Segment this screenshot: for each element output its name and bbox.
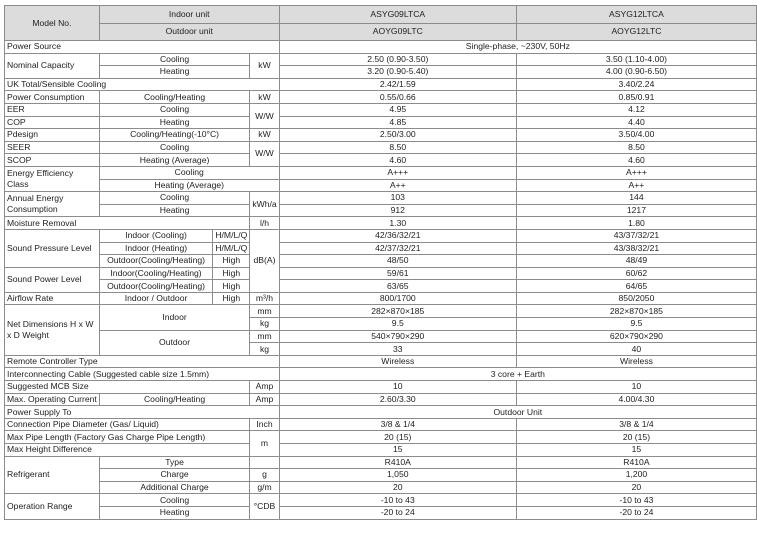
row-label: Moisture Removal xyxy=(5,217,250,230)
row-operation-range-cooling xyxy=(5,494,757,507)
row-sublabel: Heating xyxy=(99,204,250,217)
cell-value: 850/2050 xyxy=(516,292,756,305)
row-label: Energy Efficiency Class xyxy=(5,166,100,191)
row-sublabel: Outdoor(Cooling/Heating) xyxy=(99,280,213,293)
row-refrigerant-type xyxy=(5,456,757,469)
cell-value: Single-phase, ~230V, 50Hz xyxy=(279,41,756,54)
cell-value: 3.50/4.00 xyxy=(516,129,756,142)
row-label: Nominal Capacity xyxy=(5,53,100,78)
cell-value: 8.50 xyxy=(516,141,756,154)
row-sound-pressure-indoor-cooling xyxy=(5,229,757,242)
cell-value: 20 (15) xyxy=(516,431,756,444)
unit-label: Amp xyxy=(250,381,279,394)
row-outdoor-dimensions xyxy=(5,330,757,343)
row-label: Annual Energy Consumption xyxy=(5,192,100,217)
outdoor-model-1: AOYG09LTC xyxy=(279,23,516,41)
row-interconnecting-cable xyxy=(5,368,757,381)
cell-value: 0.85/0.91 xyxy=(516,91,756,104)
unit-label: W/W xyxy=(250,103,279,128)
row-mode: H/M/L/Q xyxy=(213,242,250,255)
row-annual-energy-cooling xyxy=(5,192,757,205)
row-label: Suggested MCB Size xyxy=(5,381,250,394)
cell-value: 2.42/1.59 xyxy=(279,78,516,91)
row-label: SEER xyxy=(5,141,100,154)
cell-value: 144 xyxy=(516,192,756,205)
outdoor-model-2: AOYG12LTC xyxy=(516,23,756,41)
row-energy-class-cooling xyxy=(5,166,757,179)
cell-value: 59/61 xyxy=(279,267,516,280)
cell-value: 1.80 xyxy=(516,217,756,230)
row-label: COP xyxy=(5,116,100,129)
cell-value: 3.20 (0.90-5.40) xyxy=(279,66,516,79)
unit-label: m³/h xyxy=(250,292,279,305)
row-sublabel: Type xyxy=(99,456,250,469)
row-uk-total xyxy=(5,78,757,91)
cell-value: 15 xyxy=(279,444,516,457)
cell-value: 3/8 & 1/4 xyxy=(516,418,756,431)
cell-value: 8.50 xyxy=(279,141,516,154)
cell-value: 3/8 & 1/4 xyxy=(279,418,516,431)
row-sublabel: Heating (Average) xyxy=(99,154,250,167)
row-sublabel: Cooling xyxy=(99,166,279,179)
row-sublabel: Cooling/Heating(-10°C) xyxy=(99,129,250,142)
row-mcb-size xyxy=(5,381,757,394)
row-sublabel: Indoor (Heating) xyxy=(99,242,213,255)
row-max-current xyxy=(5,393,757,406)
row-nominal-capacity-cooling xyxy=(5,53,757,66)
cell-value: 64/65 xyxy=(516,280,756,293)
row-remote-controller xyxy=(5,355,757,368)
unit-label: m xyxy=(250,431,279,456)
cell-value: 60/62 xyxy=(516,267,756,280)
row-max-pipe-length xyxy=(5,431,757,444)
row-sublabel: Additional Charge xyxy=(99,481,250,494)
cell-value: 3.50 (1.10-4.00) xyxy=(516,53,756,66)
cell-value: 0.55/0.66 xyxy=(279,91,516,104)
model-no-header: Model No. xyxy=(5,6,100,41)
cell-value: 9.5 xyxy=(516,318,756,331)
unit-label: Inch xyxy=(250,418,279,431)
cell-value: Wireless xyxy=(516,355,756,368)
row-sound-pressure-outdoor xyxy=(5,255,757,268)
row-sublabel: Indoor (Cooling) xyxy=(99,229,213,242)
cell-value: 1,200 xyxy=(516,469,756,482)
row-label: Airflow Rate xyxy=(5,292,100,305)
row-label: Pdesign xyxy=(5,129,100,142)
row-mode: High xyxy=(213,255,250,268)
row-connection-pipe xyxy=(5,418,757,431)
cell-value: 282×870×185 xyxy=(516,305,756,318)
cell-value: A++ xyxy=(516,179,756,192)
cell-value: R410A xyxy=(279,456,516,469)
cell-value: 4.12 xyxy=(516,103,756,116)
row-nominal-capacity-heating xyxy=(5,66,757,79)
unit-label: °CDB xyxy=(250,494,279,519)
row-label: Remote Controller Type xyxy=(5,355,280,368)
row-eer xyxy=(5,103,757,116)
cell-value: 4.60 xyxy=(516,154,756,167)
row-sublabel: Indoor xyxy=(99,305,250,330)
row-power-supply-to xyxy=(5,406,757,419)
indoor-unit-header: Indoor unit xyxy=(99,6,279,24)
unit-label: kg xyxy=(250,343,279,356)
cell-value: -10 to 43 xyxy=(516,494,756,507)
cell-value: 4.00/4.30 xyxy=(516,393,756,406)
row-airflow xyxy=(5,292,757,305)
cell-value: 1,050 xyxy=(279,469,516,482)
row-sublabel: Outdoor xyxy=(99,330,250,355)
unit-label: dB(A) xyxy=(250,229,279,292)
cell-value: 620×790×290 xyxy=(516,330,756,343)
unit-label xyxy=(250,456,279,469)
cell-value: 1.30 xyxy=(279,217,516,230)
cell-value: 2.50/3.00 xyxy=(279,129,516,142)
cell-value: 42/36/32/21 xyxy=(279,229,516,242)
row-mode: High xyxy=(213,267,250,280)
unit-label: W/W xyxy=(250,141,279,166)
row-label: Operation Range xyxy=(5,494,100,519)
unit-label: kW xyxy=(250,91,279,104)
cell-value: 10 xyxy=(516,381,756,394)
cell-value: 4.85 xyxy=(279,116,516,129)
cell-value: 9.5 xyxy=(279,318,516,331)
row-sublabel: Indoor(Cooling/Heating) xyxy=(99,267,213,280)
row-indoor-dimensions xyxy=(5,305,757,318)
unit-label: kWh/a xyxy=(250,192,279,217)
row-seer xyxy=(5,141,757,154)
row-sublabel: Heating xyxy=(99,116,250,129)
cell-value: -20 to 24 xyxy=(279,506,516,519)
unit-label: mm xyxy=(250,330,279,343)
cell-value: 3 core + Earth xyxy=(279,368,756,381)
row-sublabel: Cooling/Heating xyxy=(99,393,250,406)
cell-value: 2.60/3.30 xyxy=(279,393,516,406)
cell-value: 2.50 (0.90-3.50) xyxy=(279,53,516,66)
row-label: Power Consumption xyxy=(5,91,100,104)
row-sublabel: Charge xyxy=(99,469,250,482)
row-label: SCOP xyxy=(5,154,100,167)
specification-table xyxy=(4,5,757,520)
row-label: Power Source xyxy=(5,41,280,54)
cell-value: 103 xyxy=(279,192,516,205)
row-label: EER xyxy=(5,103,100,116)
row-moisture-removal xyxy=(5,217,757,230)
row-scop xyxy=(5,154,757,167)
row-sublabel: Indoor / Outdoor xyxy=(99,292,213,305)
cell-value: 20 xyxy=(516,481,756,494)
row-operation-range-heating xyxy=(5,506,757,519)
outdoor-unit-header: Outdoor unit xyxy=(99,23,279,41)
row-sublabel: Cooling xyxy=(99,141,250,154)
cell-value: -10 to 43 xyxy=(279,494,516,507)
row-label: Sound Pressure Level xyxy=(5,229,100,267)
indoor-model-2: ASYG12LTCA xyxy=(516,6,756,24)
indoor-model-1: ASYG09LTCA xyxy=(279,6,516,24)
cell-value: -20 to 24 xyxy=(516,506,756,519)
cell-value: 1217 xyxy=(516,204,756,217)
cell-value: A+++ xyxy=(516,166,756,179)
row-sublabel: Cooling xyxy=(99,103,250,116)
row-energy-class-heating xyxy=(5,179,757,192)
row-pdesign xyxy=(5,129,757,142)
row-sound-power-indoor xyxy=(5,267,757,280)
cell-value: 42/37/32/21 xyxy=(279,242,516,255)
row-label: Sound Power Level xyxy=(5,267,100,292)
row-refrigerant-additional xyxy=(5,481,757,494)
row-sublabel: Cooling/Heating xyxy=(99,91,250,104)
cell-value: 4.00 (0.90-6.50) xyxy=(516,66,756,79)
row-max-height xyxy=(5,444,757,457)
cell-value: 4.40 xyxy=(516,116,756,129)
cell-value: 43/37/32/21 xyxy=(516,229,756,242)
cell-value: 63/65 xyxy=(279,280,516,293)
row-mode: High xyxy=(213,280,250,293)
row-sound-pressure-indoor-heating xyxy=(5,242,757,255)
cell-value: A+++ xyxy=(279,166,516,179)
unit-label: l/h xyxy=(250,217,279,230)
cell-value: 3.40/2.24 xyxy=(516,78,756,91)
row-power-source xyxy=(5,41,757,54)
cell-value: R410A xyxy=(516,456,756,469)
row-power-consumption xyxy=(5,91,757,104)
unit-label: g xyxy=(250,469,279,482)
row-label: Net Dimensions H x W x D Weight xyxy=(5,305,100,355)
cell-value: 4.60 xyxy=(279,154,516,167)
row-annual-energy-heating xyxy=(5,204,757,217)
cell-value: 20 (15) xyxy=(279,431,516,444)
row-sublabel: Cooling xyxy=(99,53,250,66)
cell-value: 20 xyxy=(279,481,516,494)
cell-value: 540×790×290 xyxy=(279,330,516,343)
row-sublabel: Cooling xyxy=(99,192,250,205)
row-label: Max Height Difference xyxy=(5,444,250,457)
row-label: Connection Pipe Diameter (Gas/ Liquid) xyxy=(5,418,250,431)
row-sublabel: Heating xyxy=(99,66,250,79)
row-refrigerant-charge xyxy=(5,469,757,482)
unit-label: mm xyxy=(250,305,279,318)
cell-value: 10 xyxy=(279,381,516,394)
cell-value: 48/49 xyxy=(516,255,756,268)
row-mode: H/M/L/Q xyxy=(213,229,250,242)
cell-value: A++ xyxy=(279,179,516,192)
cell-value: 282×870×185 xyxy=(279,305,516,318)
row-label: UK Total/Sensible Cooling xyxy=(5,78,280,91)
row-cop xyxy=(5,116,757,129)
row-label: Max. Operating Current xyxy=(5,393,100,406)
unit-label: g/m xyxy=(250,481,279,494)
cell-value: 800/1700 xyxy=(279,292,516,305)
row-sublabel: Cooling xyxy=(99,494,250,507)
row-sound-power-outdoor xyxy=(5,280,757,293)
cell-value: 4.95 xyxy=(279,103,516,116)
cell-value: Outdoor Unit xyxy=(279,406,756,419)
unit-label: kW xyxy=(250,53,279,78)
cell-value: 15 xyxy=(516,444,756,457)
unit-label: kW xyxy=(250,129,279,142)
cell-value: 43/38/32/21 xyxy=(516,242,756,255)
row-mode: High xyxy=(213,292,250,305)
cell-value: 48/50 xyxy=(279,255,516,268)
row-label: Power Supply To xyxy=(5,406,280,419)
row-label: Max Pipe Length (Factory Gas Charge Pipe Length) xyxy=(5,431,250,444)
cell-value: 40 xyxy=(516,343,756,356)
row-sublabel: Outdoor(Cooling/Heating) xyxy=(99,255,213,268)
row-label: Interconnecting Cable (Suggested cable size 1.5mm) xyxy=(5,368,280,381)
unit-label: kg xyxy=(250,318,279,331)
row-sublabel: Heating (Average) xyxy=(99,179,279,192)
cell-value: 912 xyxy=(279,204,516,217)
unit-label: Amp xyxy=(250,393,279,406)
row-label: Refrigerant xyxy=(5,456,100,494)
cell-value: 33 xyxy=(279,343,516,356)
cell-value: Wireless xyxy=(279,355,516,368)
row-sublabel: Heating xyxy=(99,506,250,519)
